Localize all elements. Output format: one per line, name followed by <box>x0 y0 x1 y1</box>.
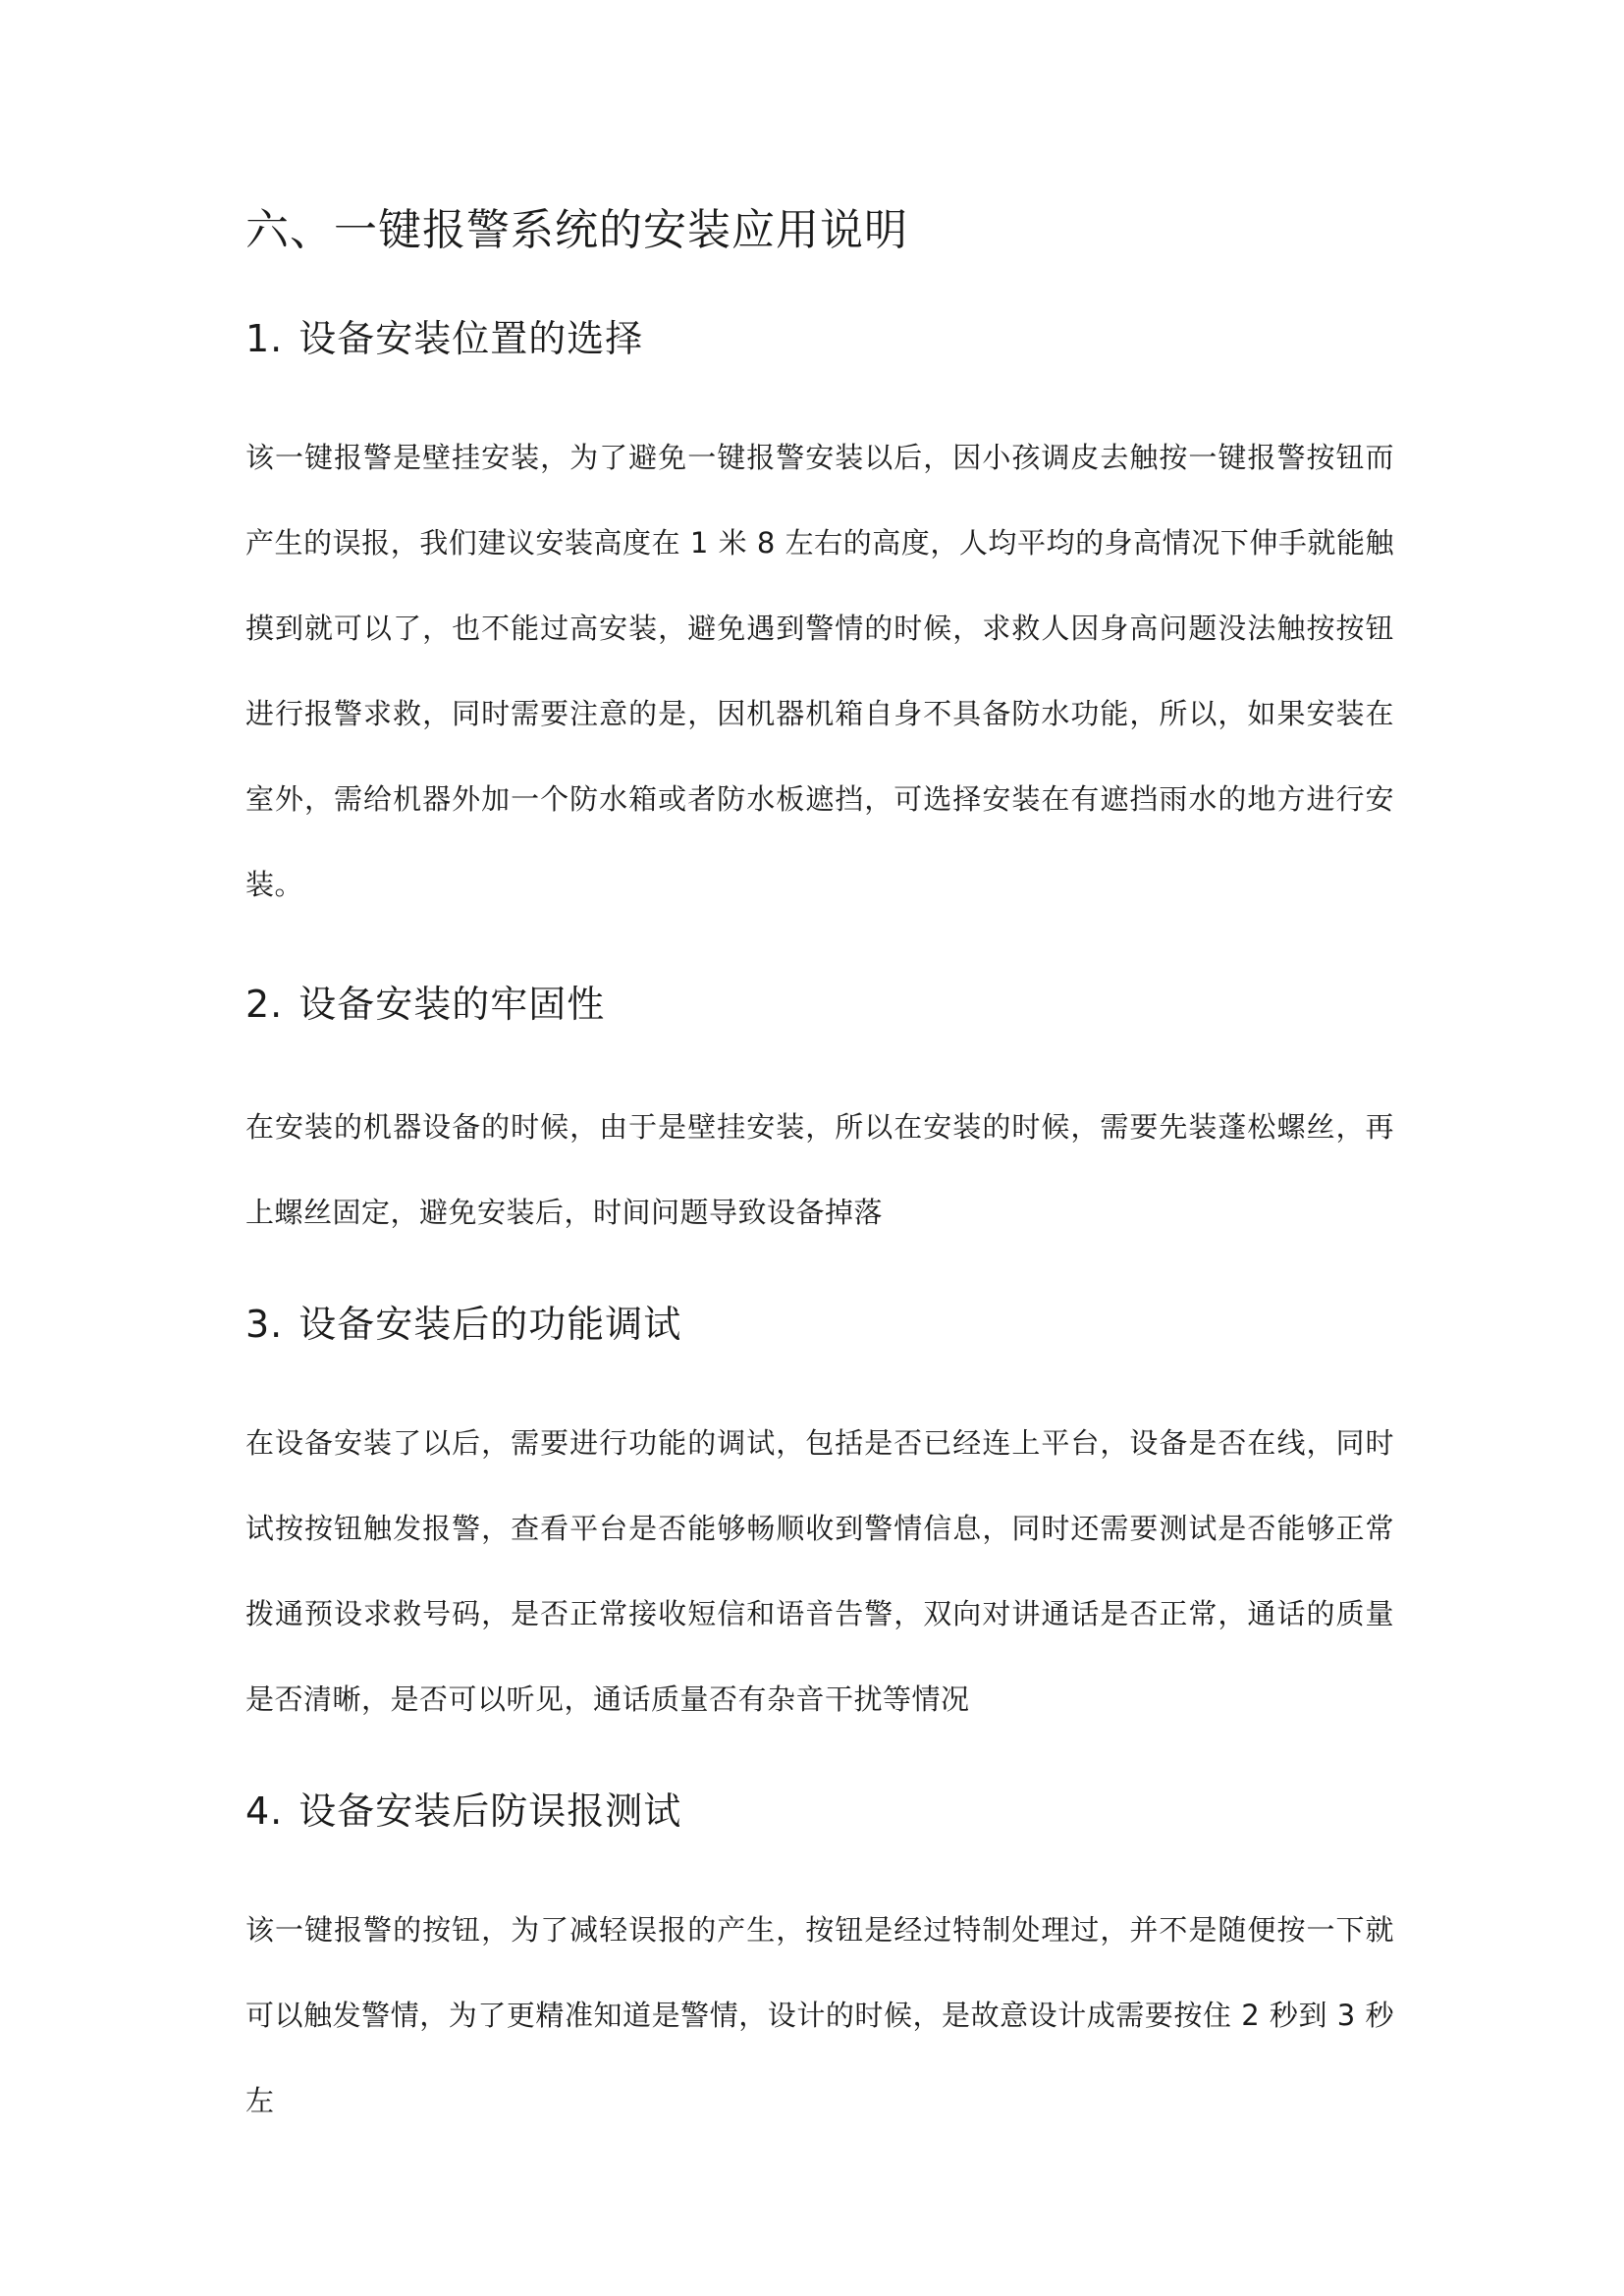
section-heading-3 <box>245 1299 1394 1350</box>
section-body-3: 在设备安装了以后，需要进行功能的调试，包括是否已经连上平台，设备是否在线，同时试按按钮触发报警，查看平台是否能够畅顺收到警情信息，同时还需要测试是否能够正常拨通预设求救号码，是否正常接收短信和语音告警，双向对讲通话是否正常，通话的质量是否清晰，是否可以听见，通话质量否有杂音干扰等情况 <box>245 1426 1394 1716</box>
section-number: 3. <box>245 1303 284 1346</box>
section-heading-text: 设备安装的牢固性 <box>298 983 606 1026</box>
section-heading-2 <box>245 979 1394 1030</box>
section-body-4: 该一键报警的按钮，为了减轻误报的产生，按钮是经过特制处理过，并不是随便按一下就可以触发警情，为了更精准知道是警情，设计的时候，是故意设计成需要按住 2 秒到 3 秒左 <box>245 1913 1394 2117</box>
section-number: 4. <box>245 1789 284 1833</box>
section-heading-4 <box>245 1786 1394 1837</box>
section-number: 2. <box>245 983 284 1026</box>
section-body-2: 在安装的机器设备的时候，由于是壁挂安装，所以在安装的时候，需要先装蓬松螺丝，再上螺丝固定，避免安装后，时间问题导致设备掉落 <box>245 1110 1394 1229</box>
section-number: 1. <box>245 317 284 360</box>
page-title: 六、一键报警系统的安装应用说明 <box>245 205 908 255</box>
section-heading-text: 设备安装后的功能调试 <box>298 1303 682 1346</box>
section-heading-text: 设备安装位置的选择 <box>298 317 644 360</box>
section-heading-text: 设备安装后防误报测试 <box>298 1789 682 1833</box>
document-content <box>245 201 1394 2144</box>
section-heading-1 <box>245 313 1394 364</box>
section-body-1: 该一键报警是壁挂安装，为了避免一键报警安装以后，因小孩调皮去触按一键报警按钮而产生的误报，我们建议安装高度在 1 米 8 左右的高度，人均平均的身高情况下伸手就能触摸到就可以了，也不能过高安装，避免遇到警情的时候，求救人因身高问题没法触按按钮进行报警求救，同时需要注意的是，因机器机箱自身不具备防水功能，所以，如果安装在室外，需给机器外加一个防水箱或者防水板遮挡，可选择安装在有遮挡雨水的地方进行安装。 <box>245 441 1394 901</box>
